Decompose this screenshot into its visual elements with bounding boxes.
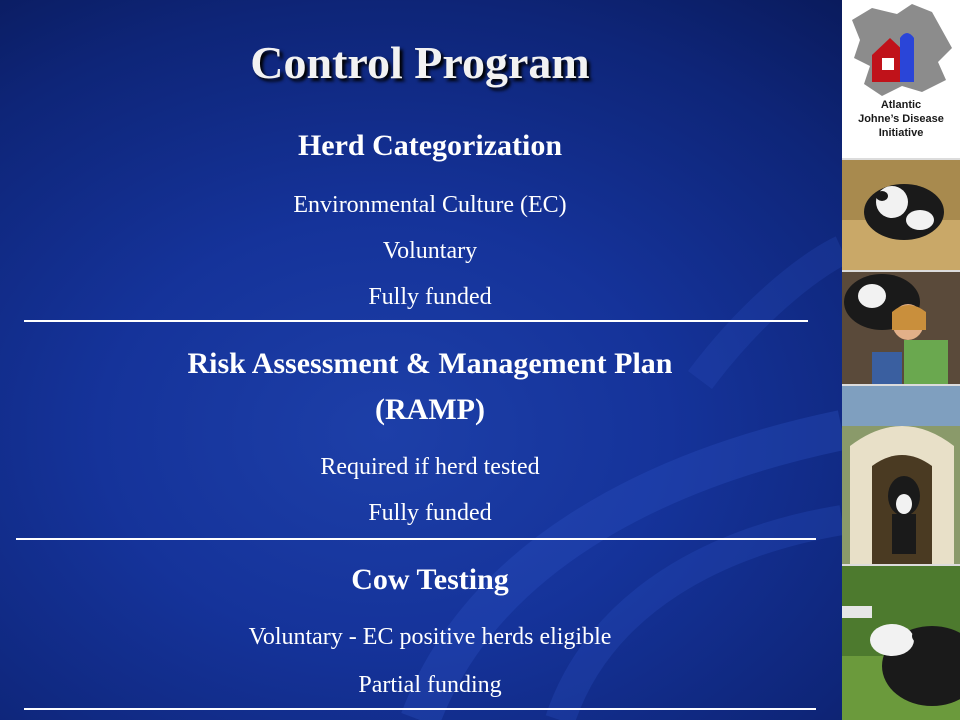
- section-line: Partial funding: [358, 672, 502, 698]
- section-line: Voluntary: [382, 238, 478, 264]
- atlantic-johnes-logo: [842, 0, 960, 158]
- logo-line-2: Johne’s Disease: [858, 113, 944, 125]
- girl-with-calf-photo: [842, 272, 960, 384]
- section-heading-ramp: Risk Assessment & Management Plan: [187, 347, 673, 380]
- logo-line-1: Atlantic: [880, 99, 922, 111]
- logo-line-3: Initiative: [878, 127, 924, 139]
- section-heading-herd-categorization: Herd Categorization: [297, 129, 563, 162]
- calf-drinking-photo: [842, 566, 960, 720]
- divider-rule: [24, 708, 816, 710]
- section-line: Fully funded: [368, 500, 492, 526]
- logo-caption: [842, 98, 960, 140]
- section-line: Fully funded: [368, 284, 492, 310]
- section-line: Environmental Culture (EC): [293, 192, 567, 218]
- section-heading-ramp-acronym: (RAMP): [375, 393, 485, 426]
- divider-rule: [16, 538, 816, 540]
- section-heading-cow-testing: Cow Testing: [351, 563, 509, 596]
- slide-title: Control Program: [250, 37, 590, 88]
- section-line: Voluntary - EC positive herds eligible: [248, 624, 612, 650]
- divider-rule: [24, 320, 808, 322]
- barn-map-logo-graphic: [842, 0, 960, 100]
- section-line: Required if herd tested: [320, 454, 540, 480]
- calf-in-hutch-photo: [842, 386, 960, 564]
- calf-in-straw-photo: [842, 160, 960, 270]
